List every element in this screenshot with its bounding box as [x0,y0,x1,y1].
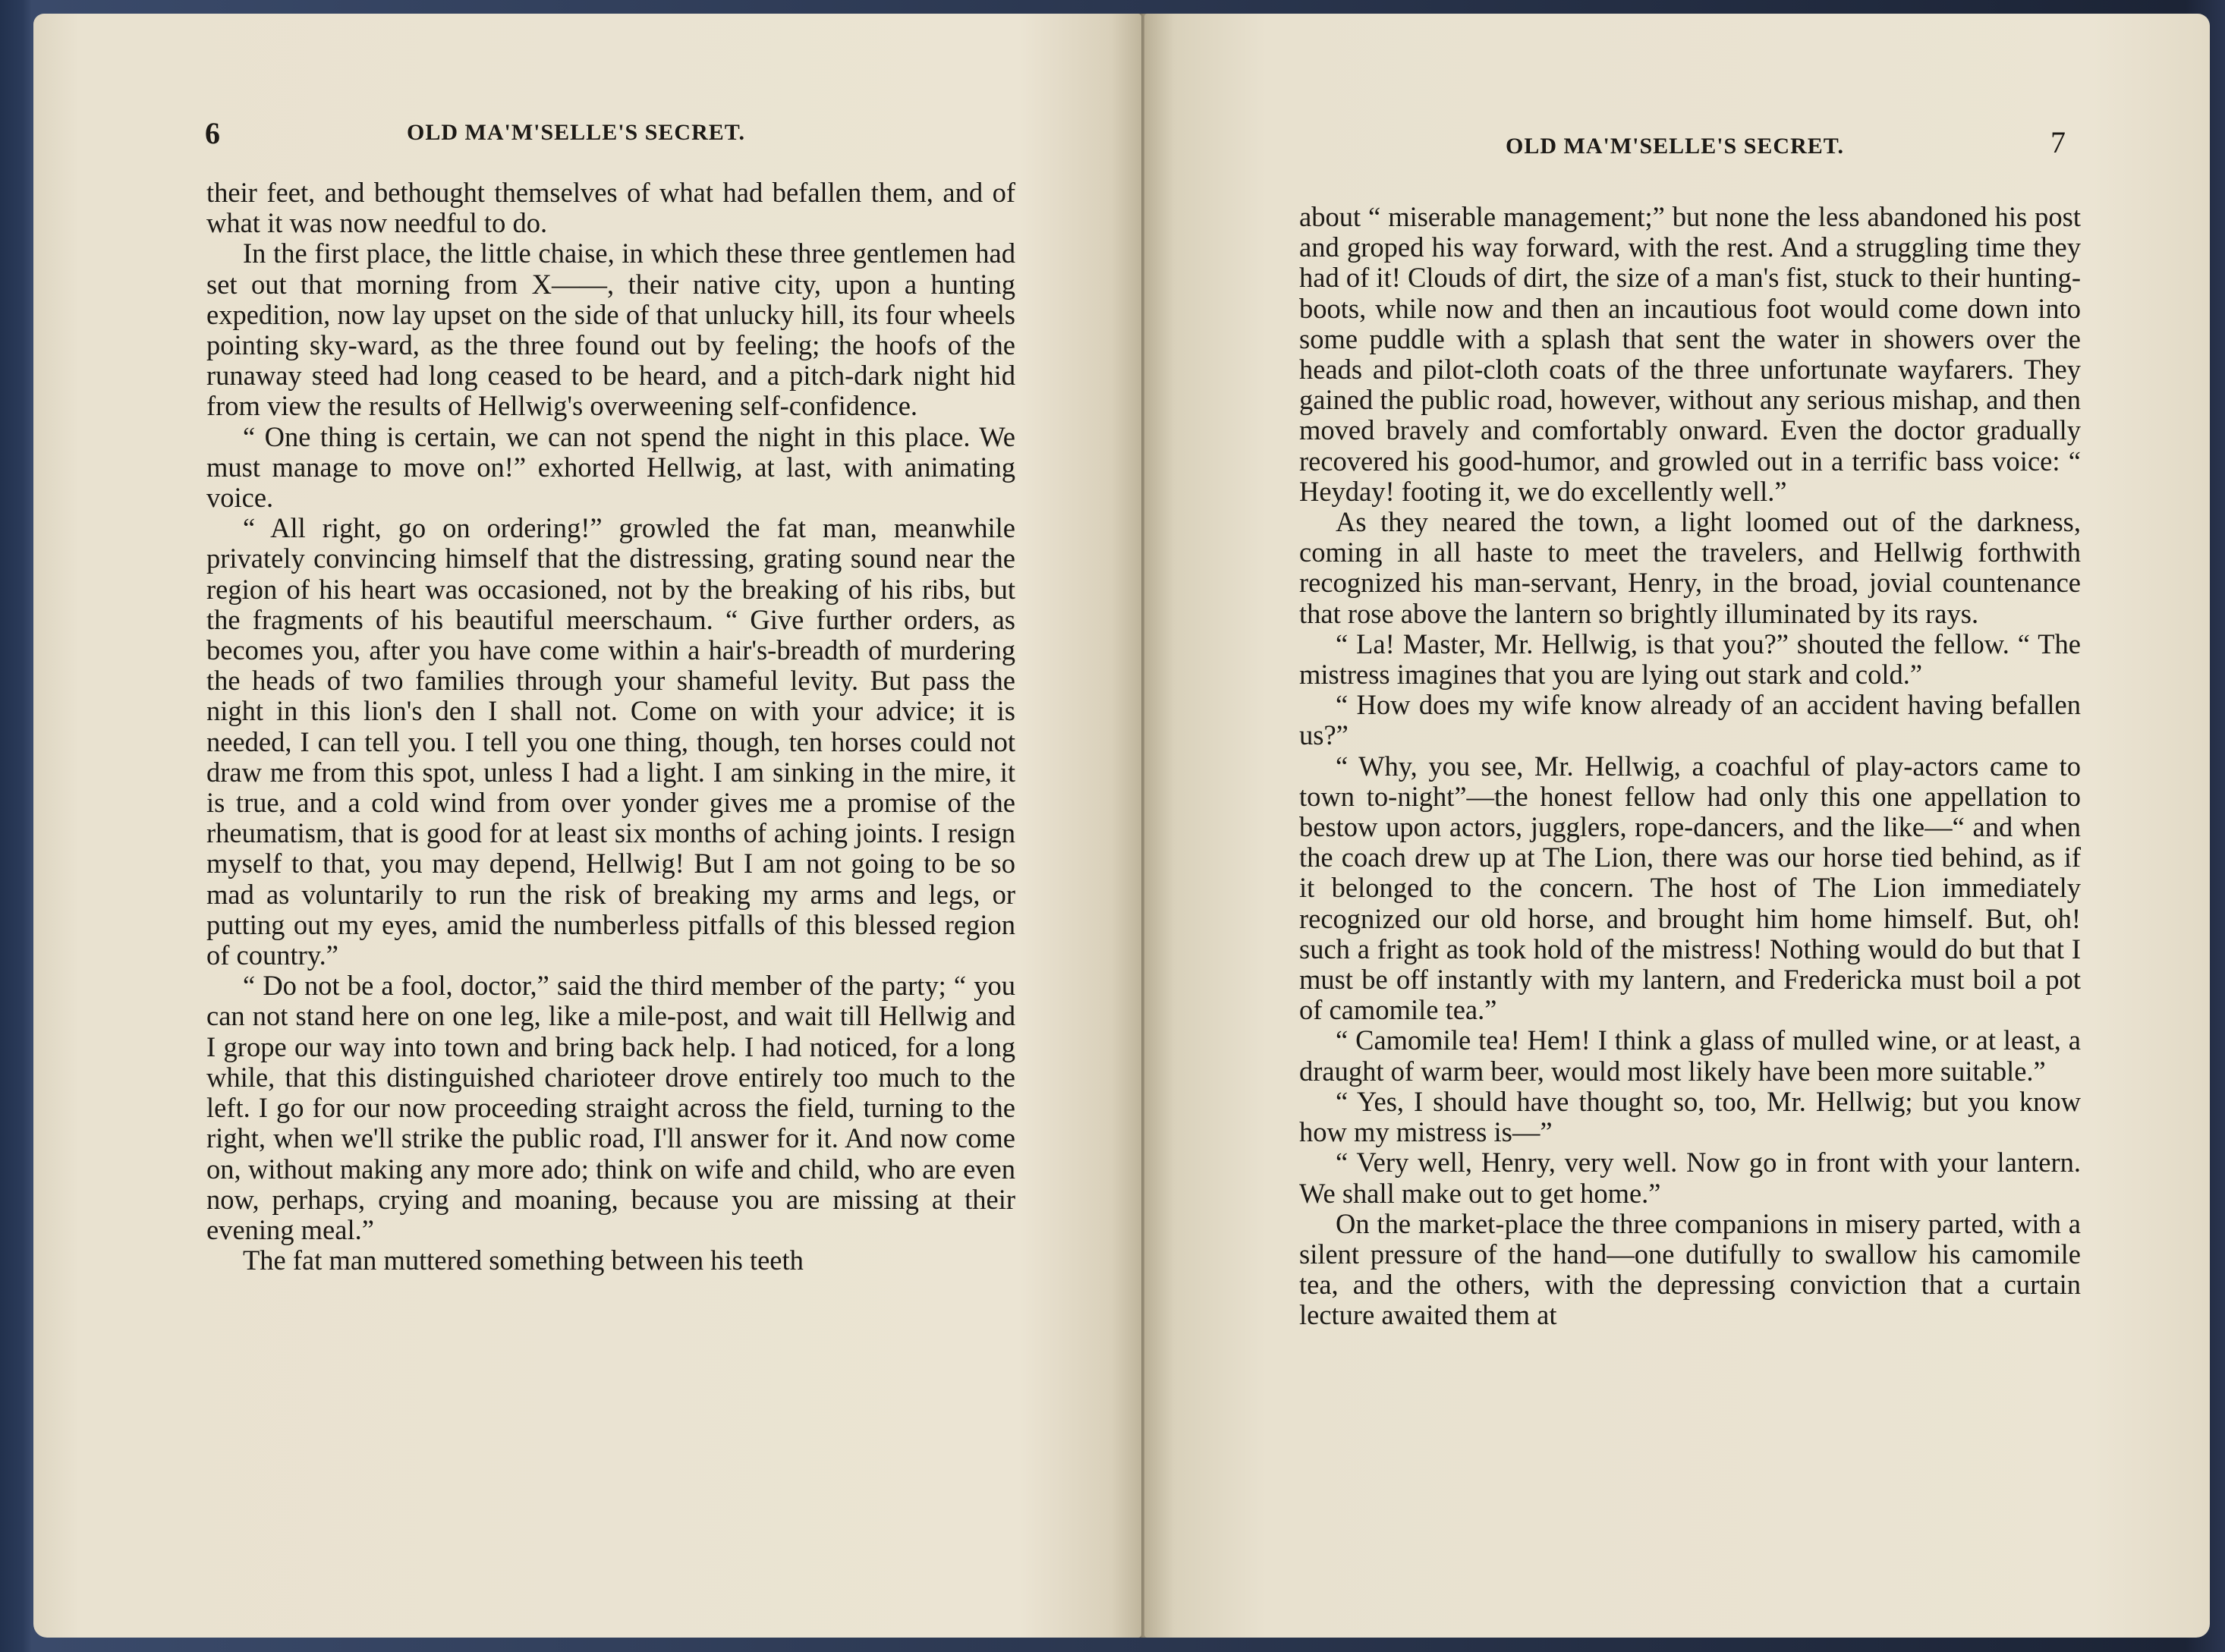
paragraph: “ Camomile tea! Hem! I think a glass of mulled wine, or at least, a draught of warm beer, would most likely have been more suitable.” [1299,1024,2081,1087]
paragraph: “ Do not be a fool, doctor,” said the third member of the party; “ you can not stand here on one leg, like a mile-post, and wait till Hellwig and I grope our way into town and bring back help. I had noticed, for a long while, that this distinguished charioteer drove entirely too much to the left. I go for our now proceeding straight across the field, turning to the right, when we'll strike the public road, I'll answer for it. And now come on, without making any more ado; think on wife and child, who are even now, perhaps, crying and moaning, because you are missing at their evening meal.” [206,970,1015,1245]
running-head: OLD MA'M'SELLE'S SECRET. [1506,134,1845,159]
paragraph: their feet, and bethought themselves of what had befallen them, and of what it was now needful to do. [206,177,1015,239]
paragraph: “ Why, you see, Mr. Hellwig, a coachful of play-actors came to town to-night”—the honest fellow had only this one appellation to bestow upon actors, jugglers, rope-dancers, and the like—“ and when the coach drew up at The Lion, there was our horse tied behind, as if it belonged to the concern. The host of The Lion immediately recognized our old horse, and brought him home himself. But, oh! such a fright as took hold of the mistress! Nothing would do but that I must be off instantly with my lantern, and Fredericka must boil a pot of camomile tea.” [1299,750,2081,1026]
running-head: OLD MA'M'SELLE'S SECRET. [407,120,746,145]
page-number: 7 [2050,125,2066,159]
paragraph: “ Very well, Henry, very well. Now go in front with your lantern. We shall make out to get home.” [1299,1147,2081,1209]
right-page [1144,14,2210,1638]
paragraph: “ One thing is certain, we can not spend the night in this place. We must manage to move on!” exhorted Hellwig, at last, with animating voice. [206,420,1015,514]
paragraph: about “ miserable management;” but none the less abandoned his post and groped his way forward, with the rest. And a struggling time they had of it! Clouds of dirt, the size of a man's fist, stuck to their hunting-boots, while now and then an incautious foot would come down into some puddle with a splash that sent the water in showers over the heads and pilot-cloth coats of the three unfortunate wayfarers. They gained the public road, however, without any serious mishap, and then moved bravely and comfortably onward. Even the doctor gradually recovered his good-humor, and growled out in a terrific bass voice: “ Heyday! footing it, we do excellently well.” [1299,201,2081,507]
page-body [1299,202,2081,1331]
page-number: 6 [205,116,220,150]
paragraph: In the first place, the little chaise, in which these three gentlemen had set out that morning from X——, their native city, upon a hunting expedition, now lay upset on the side of that unlucky hill, its four wheels pointing sky-ward, as the three found out by feeling; the hoofs of the runaway steed had long ceased to be heard, and a pitch-dark night hid from view the results of Hellwig's overweening self-confidence. [206,238,1015,422]
left-page [33,14,1141,1638]
paragraph: The fat man muttered something between his teeth [243,1245,804,1276]
paragraph: “ Yes, I should have thought so, too, Mr. Hellwig; but you know how my mistress is—” [1299,1085,2081,1148]
paragraph: “ How does my wife know already of an accident having befallen us?” [1299,689,2081,751]
paragraph: “ All right, go on ordering!” growled the fat man, meanwhile privately convincing himself that the distressing, grating sound near the region of his heart was occasioned, not by the breaking of his ribs, but the fragments of his beautiful meerschaum. “ Give further orders, as becomes you, after you have come within a hair's-breadth of murdering the heads of two families through your shameful levity. But pass the night in this lion's den I shall not. Come on with your advice; it is needed, I can tell you. I tell you one thing, though, ten horses could not draw me from this spot, unless I had a light. I am sinking in the mire, it is true, and a cold wind from over yonder gives me a promise of the rheumatism, that is good for at least six months of aching joints. I resign myself to that, you may depend, Hellwig! But I am not going to be so mad as voluntarily to run the risk of breaking my arms and legs, or putting out my eyes, amid the numberless pitfalls of this blessed region of country.” [206,512,1015,971]
page-body [206,178,1015,1276]
paragraph: On the market-place the three companions in misery parted, with a silent pressure of the hand—one dutifully to swallow his camomile tea, and the others, with the depressing conviction that a curtain lecture awaited them at [1299,1207,2081,1331]
paragraph: “ La! Master, Mr. Hellwig, is that you?” shouted the fellow. “ The mistress imagines that you are lying out stark and cold.” [1299,628,2081,691]
paragraph: As they neared the town, a light loomed out of the darkness, coming in all haste to meet the travelers, and Hellwig forthwith recognized his man-servant, Henry, in the broad, jovial countenance that rose above the lantern so brightly illuminated by its rays. [1299,506,2081,629]
